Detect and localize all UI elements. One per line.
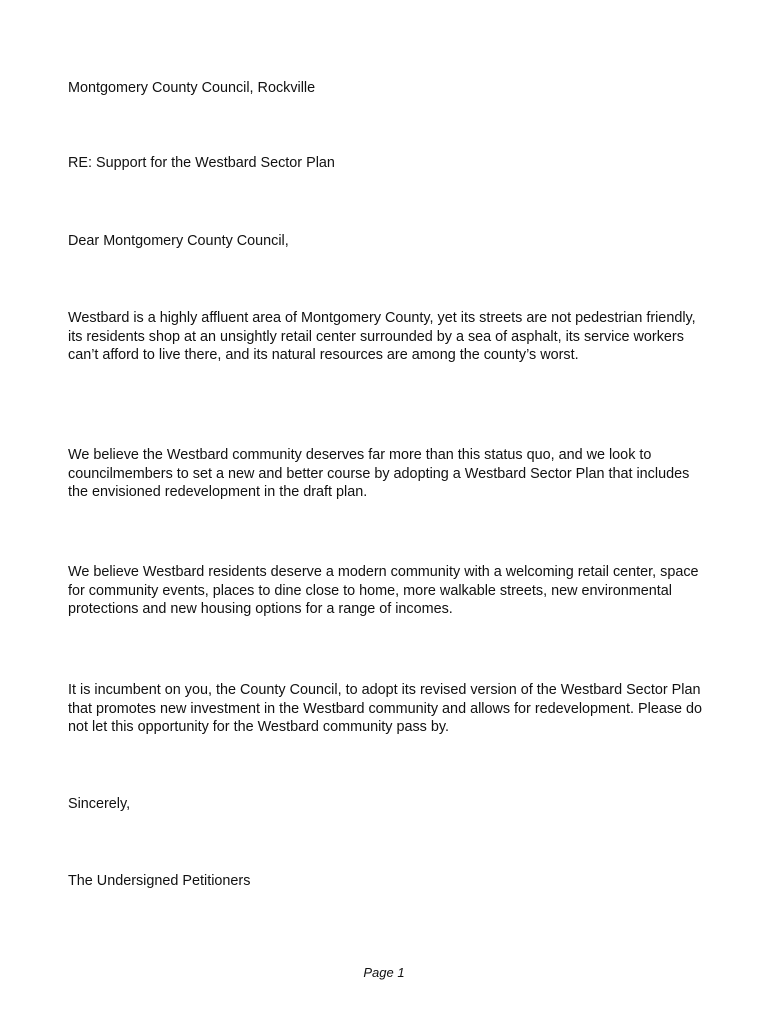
body-paragraph-3: We believe Westbard residents deserve a modern community with a welcoming retail center, space for community events, places to dine close to home, more walkable streets, new environmental protections and new housing options for a range of incomes.	[68, 564, 699, 618]
body-paragraph-2: We believe the Westbard community deserves far more than this status quo, and we look to councilmembers to set a new and better course by adopting a Westbard Sector Plan that includes the envisioned redevelopment in the draft plan.	[68, 447, 690, 501]
subject-line: RE: Support for the Westbard Sector Plan	[68, 155, 335, 171]
addressee-line: Montgomery County Council, Rockville	[68, 80, 316, 96]
body-paragraph-4: It is incumbent on you, the County Council, to adopt its revised version of the Westbard Sector Plan that promotes new investment in the Westbard community and allows for redevelopment. Please do not let this opportunity for the Westbard community pass by.	[68, 682, 703, 736]
signature: The Undersigned Petitioners	[68, 873, 251, 889]
body-paragraph-1: Westbard is a highly affluent area of Montgomery County, yet its streets are not pedestrian friendly, its residents shop at an unsightly retail center surrounded by a sea of asphalt, its service workers can’t afford to live there, and its natural resources are among the county’s worst.	[68, 310, 696, 364]
salutation: Dear Montgomery County Council,	[68, 233, 289, 249]
page-number: Page 1	[363, 965, 405, 980]
closing: Sincerely,	[68, 796, 131, 812]
